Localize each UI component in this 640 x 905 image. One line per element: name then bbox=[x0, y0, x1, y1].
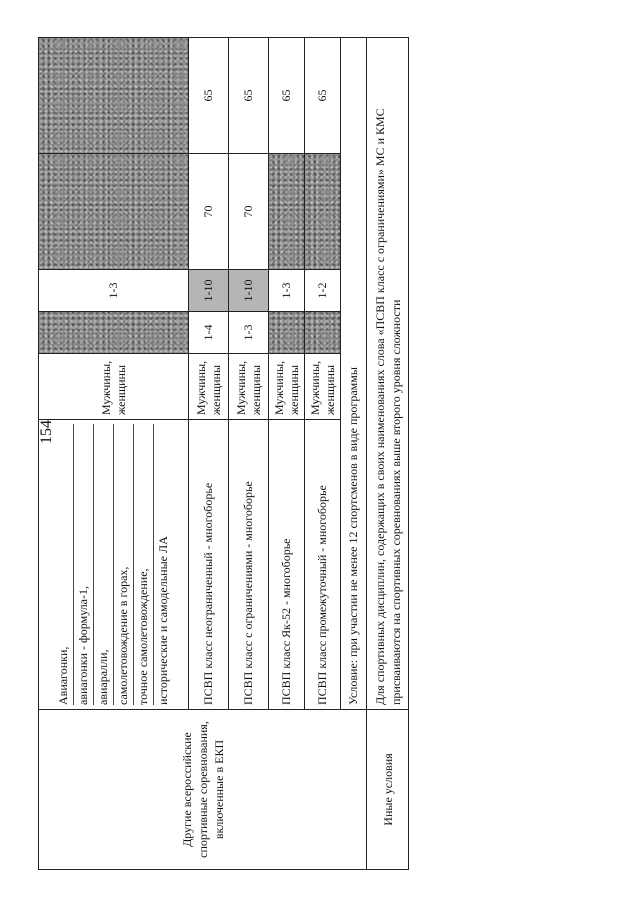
discipline-cell: ПСВП класс промежуточный - многоборье bbox=[305, 420, 341, 710]
norms-table bbox=[38, 37, 409, 870]
place-cell: 1-2 bbox=[305, 270, 341, 312]
list-item: Авиагонки, bbox=[54, 424, 74, 705]
rotated-table-container bbox=[38, 38, 408, 870]
shaded-cell bbox=[269, 154, 305, 270]
gender-cell: Мужчины, женщины bbox=[269, 354, 305, 420]
list-item: авиагонки - формула-1, bbox=[74, 424, 94, 705]
value-cell: 65 bbox=[269, 38, 305, 154]
table-row bbox=[39, 38, 189, 870]
place-cell: 1-4 bbox=[189, 312, 229, 354]
gender-cell: Мужчины, женщины bbox=[189, 354, 229, 420]
value-cell: 65 bbox=[305, 38, 341, 154]
list-item: исторические и самодельные ЛА bbox=[156, 536, 170, 705]
other-text-cell: Для спортивных дисциплин, содержащих в своих наименованиях слова «ПСВП класс с ограничениями» МС и КМС присваиваются на спортивных соревнованиях выше второго уровня сложности bbox=[367, 38, 409, 710]
shaded-cell bbox=[39, 312, 189, 354]
list-item: авиаралли, bbox=[94, 424, 114, 705]
place-cell: 1-3 bbox=[269, 270, 305, 312]
place-cell: 1-10 bbox=[229, 270, 269, 312]
disciplines-list-cell bbox=[39, 420, 189, 710]
shaded-cell bbox=[39, 38, 189, 154]
place-cell: 1-10 bbox=[189, 270, 229, 312]
place-cell: 1-3 bbox=[229, 312, 269, 354]
list-item: самолетовождение в горах, bbox=[114, 424, 134, 705]
list-item: точное самолетовождение, bbox=[134, 424, 154, 705]
discipline-cell: ПСВП класс неограниченный - многоборье bbox=[189, 420, 229, 710]
value-cell: 70 bbox=[229, 154, 269, 270]
shaded-cell bbox=[269, 312, 305, 354]
table-row bbox=[367, 38, 409, 870]
category-cell: Другие всероссийские спортивные соревнования, включенные в ЕКП bbox=[39, 710, 367, 870]
other-label-cell: Иные условия bbox=[367, 710, 409, 870]
value-cell: 70 bbox=[189, 154, 229, 270]
discipline-cell: ПСВП класс с ограничениями - многоборье bbox=[229, 420, 269, 710]
shaded-cell bbox=[305, 312, 341, 354]
page-number: 154 bbox=[38, 420, 55, 444]
condition-cell: Условие: при участии не менее 12 спортсменов в виде программы bbox=[341, 38, 367, 710]
place-cell: 1-3 bbox=[39, 270, 189, 312]
shaded-cell bbox=[305, 154, 341, 270]
value-cell: 65 bbox=[189, 38, 229, 154]
gender-cell: Мужчины, женщины bbox=[229, 354, 269, 420]
discipline-cell: ПСВП класс Як-52 - многоборье bbox=[269, 420, 305, 710]
gender-cell: Мужчины, женщины bbox=[305, 354, 341, 420]
gender-cell: Мужчины, женщины bbox=[39, 354, 189, 420]
value-cell: 65 bbox=[229, 38, 269, 154]
shaded-cell bbox=[39, 154, 189, 270]
